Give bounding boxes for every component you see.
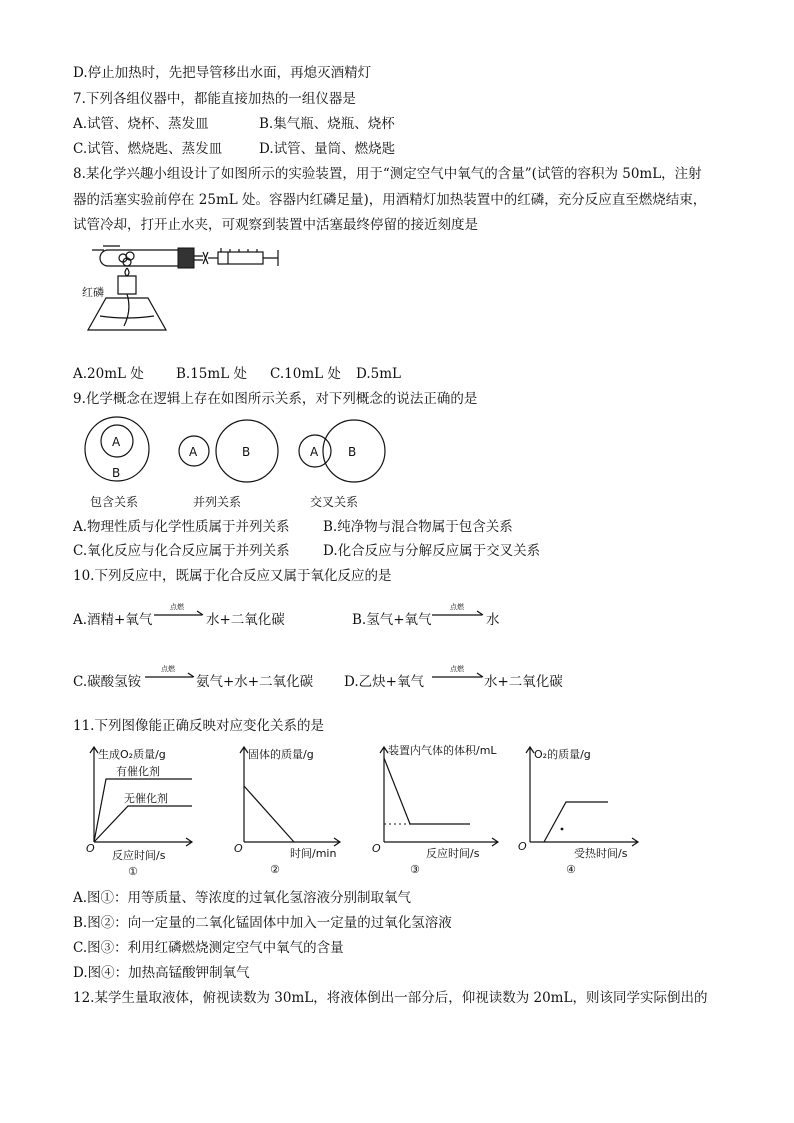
q11-stem: 11.下列图像能正确反映对应变化关系的是 xyxy=(73,718,324,734)
q10-option-c-products: 氨气+水+二氧化碳 xyxy=(196,674,314,690)
q9-stem: 9.化学概念在逻辑上存在如图所示关系，对下列概念的说法正确的是 xyxy=(73,391,478,407)
q10-option-d-products: 水+二氧化碳 xyxy=(484,674,563,690)
venn1-b: B xyxy=(112,466,121,480)
q10-option-b-arrow xyxy=(430,604,486,620)
q9-option-b: B.纯净物与混合物属于包含关系 xyxy=(323,519,513,535)
g1-origin: O xyxy=(86,842,95,855)
q10-option-d-reactants: D.乙炔+氧气 xyxy=(344,674,424,690)
g1-series2-label: 无催化剂 xyxy=(124,792,168,805)
q10-option-c-reactants: C.碳酸氢铵 xyxy=(73,674,142,690)
q12-stem: 12.某学生量取液体，俯视读数为 30mL，将液体倒出一部分后，仰视读数为 20mL，则该同学实际倒出的 xyxy=(73,990,708,1006)
q10-option-b-reactants: B.氢气+氧气 xyxy=(352,612,432,628)
red-phosphorus-label: 红磷 xyxy=(82,286,104,299)
g3-series xyxy=(384,758,470,824)
g2-series xyxy=(244,786,294,842)
g4-number: ④ xyxy=(566,863,576,876)
venn3-a: A xyxy=(310,445,319,459)
g1-y-label: 生成O₂质量/g xyxy=(98,748,166,761)
q10-option-a-arrow xyxy=(152,604,206,620)
q10-option-b-products: 水 xyxy=(486,612,500,628)
q7-option-c: C.试管、燃烧匙、蒸发皿 xyxy=(73,141,223,157)
g2-x-label: 时间/min xyxy=(290,847,337,860)
g1-x-label: 反应时间/s xyxy=(112,849,166,862)
q11-option-c: C.图③：利用红磷燃烧测定空气中氧气的含量 xyxy=(73,940,344,956)
venn2-a: A xyxy=(189,445,198,459)
q11-option-a: A.图①：用等质量、等浓度的过氧化氢溶液分别制取氧气 xyxy=(73,890,412,906)
g3-x-axis xyxy=(384,838,498,846)
g4-origin: O xyxy=(518,840,527,853)
g1-x-axis xyxy=(94,838,192,846)
q9-option-d: D.化合反应与分解反应属于交叉关系 xyxy=(323,543,541,559)
graph-3 xyxy=(370,742,510,877)
venn-caption-contain: 包含关系 xyxy=(90,495,139,509)
q8-stem-line3: 试管冷却，打开止水夹，可观察到装置中活塞最终停留的接近刻度是 xyxy=(73,217,478,233)
q10-a-condition: 点燃 xyxy=(170,603,184,611)
q7-option-a: A.试管、烧杯、蒸发皿 xyxy=(73,116,209,132)
q7-option-d: D.试管、量筒、燃烧匙 xyxy=(259,141,396,157)
graph-2 xyxy=(230,742,350,877)
g4-x-label: 受热时间/s xyxy=(574,847,628,860)
q7-stem: 7.下列各组仪器中，都能直接加热的一组仪器是 xyxy=(73,91,356,107)
g2-number: ② xyxy=(270,863,280,876)
graph-1 xyxy=(82,742,202,877)
q10-option-a-products: 水+二氧化碳 xyxy=(206,612,285,628)
g2-origin: O xyxy=(234,842,243,855)
g1-series-catalyst xyxy=(94,779,192,842)
g3-number: ③ xyxy=(410,863,420,876)
q8-option-a: A.20mL 处 xyxy=(73,366,144,382)
g1-number: ① xyxy=(128,865,138,878)
venn-caption-cross: 交叉关系 xyxy=(310,495,359,509)
q8-option-c: C.10mL 处 xyxy=(270,366,341,382)
g3-y-label: 装置内气体的体积/mL xyxy=(388,744,497,757)
q11-option-d: D.图④：加热高锰酸钾制氧气 xyxy=(73,965,250,981)
venn-caption-parallel: 并列关系 xyxy=(193,495,242,509)
q10-d-condition: 点燃 xyxy=(450,665,464,673)
g1-series-no-catalyst xyxy=(94,806,192,842)
g3-x-label: 反应时间/s xyxy=(426,847,480,860)
q8-stem-line1: 8.某化学兴趣小组设计了如图所示的实验装置，用于“测定空气中氧气的含量”(试管的容积为 50mL，注射 xyxy=(73,166,702,182)
venn3-b: B xyxy=(348,445,357,459)
q8-option-b: B.15mL 处 xyxy=(176,366,247,382)
g2-y-label: 固体的质量/g xyxy=(248,748,314,761)
q10-option-a-reactants: A.酒精+氧气 xyxy=(73,612,153,628)
q9-option-a: A.物理性质与化学性质属于并列关系 xyxy=(73,519,290,535)
g3-y-axis xyxy=(380,747,388,842)
q6-option-d: D.停止加热时，先把导管移出水面，再熄灭酒精灯 xyxy=(73,65,372,81)
graph-4 xyxy=(516,742,646,877)
venn1-a: A xyxy=(112,435,121,449)
g4-dot xyxy=(561,828,564,831)
g4-y-label: O₂的质量/g xyxy=(534,748,591,761)
q7-option-b: B.集气瓶、烧瓶、烧杯 xyxy=(259,116,395,132)
g3-origin: O xyxy=(372,842,381,855)
q10-c-condition: 点燃 xyxy=(161,665,175,673)
q10-b-condition: 点燃 xyxy=(450,603,464,611)
g2-y-axis xyxy=(240,747,248,842)
q10-option-d-arrow xyxy=(430,666,486,682)
q10-option-c-arrow xyxy=(143,666,197,682)
venn-diagrams xyxy=(80,416,400,516)
q8-stem-line2: 器的活塞实验前停在 25mL 处。容器内红磷足量)，用酒精灯加热装置中的红磷，充分反应直至燃烧结束， xyxy=(73,192,707,208)
venn2-b: B xyxy=(242,445,251,459)
q10-stem: 10.下列反应中，既属于化合反应又属于氧化反应的是 xyxy=(73,568,392,584)
q11-option-b: B.图②：向一定量的二氧化锰固体中加入一定量的过氧化氢溶液 xyxy=(73,915,452,931)
apparatus-diagram xyxy=(78,240,288,360)
g4-series xyxy=(544,802,608,842)
q9-option-c: C.氧化反应与化合反应属于并列关系 xyxy=(73,543,290,559)
g1-series1-label: 有催化剂 xyxy=(116,765,160,778)
g4-y-axis xyxy=(526,747,534,842)
q8-option-d: D.5mL xyxy=(356,366,401,382)
